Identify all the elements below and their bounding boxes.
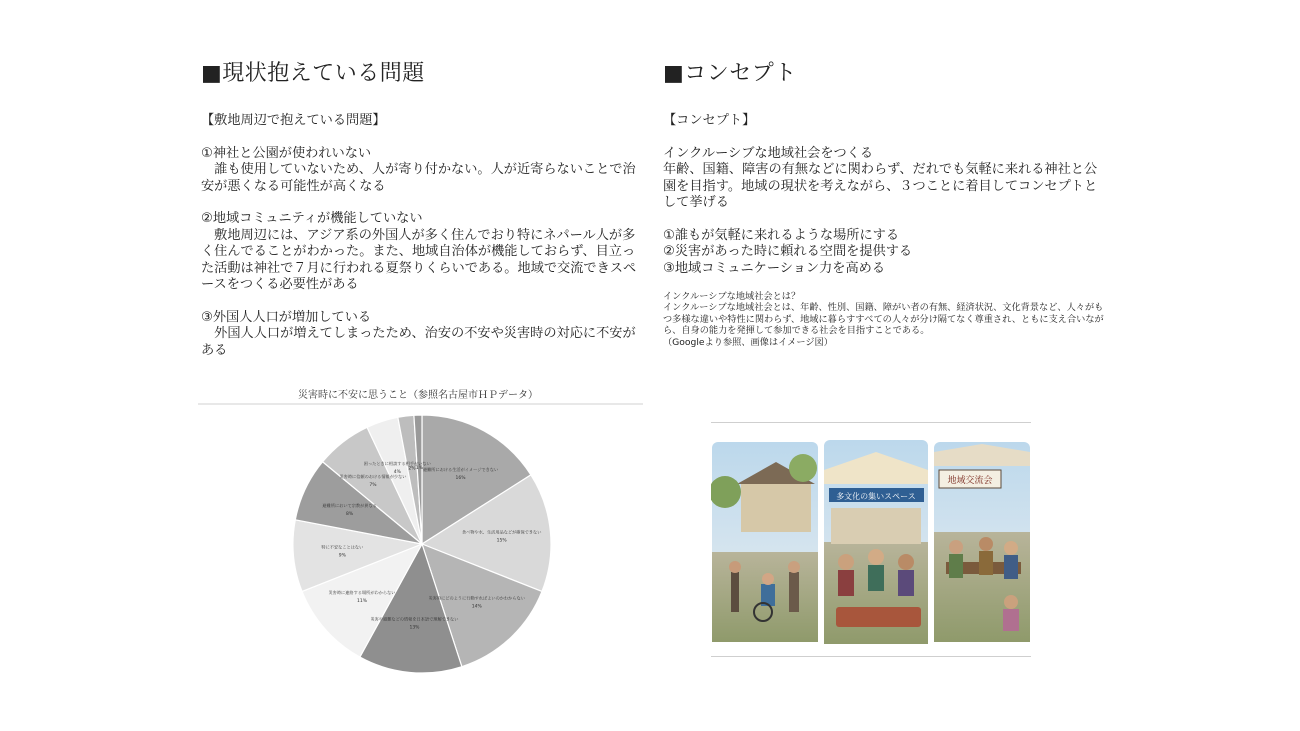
illustration-sign-2: 地域交流会 [947,476,993,486]
illustration-panel-3 [934,442,1030,642]
illustration-sign-1: 多文化の集いスペース [836,492,916,501]
concept-subheading: 【コンセプト】 [663,113,756,128]
definition-note [663,291,1105,348]
note-body: インクルーシブな地域社会とは、年齢、性別、国籍、障がい者の有無、経済状況、文化背景など、人々がもつ多様な違いや特性に関わらず、地域に暮らすすべての人々が分け隔てなく尊重され、ともに支え合いながら、自身の能力を発揮して参加できる社会を目指すことである。 [663,302,1104,337]
illustration-bottom-rule [711,656,1031,657]
pie-slice-label: 避難所における生活がイメージできない [422,466,499,472]
illustration-image [711,422,1031,656]
pie-slice-value: 14% [471,604,482,610]
point3: ③地域コミュニケーション力を高める [663,260,886,276]
pie-slice-value: 7% [369,482,377,488]
pie-slice-label: 特に不安なことはない [321,544,364,550]
chart-title: 災害時に不安に思うこと（参照名古屋市ＨＰデータ） [298,390,538,401]
issue3-body: 外国人人口が増えてしまったため、治安の不安や災害時の対応に不安がある [201,326,636,358]
pie-slice-value: 4% [393,469,401,475]
point1: ①誰もが気軽に来れるような場所にする [663,227,900,243]
pie-slice-value: 9% [338,553,346,559]
problems-section [201,113,641,359]
concept-section [663,113,1101,277]
pie-slice-value: 2% [408,466,416,472]
right-heading: ■コンセプト [663,61,797,86]
pie-slice-label: 災害時にどのように行動すればよいのかわからない [428,595,525,601]
pie-slice-value: 16% [455,475,466,481]
pie-slice-label: 食べ物や水、生活用品などが確保できない [461,529,542,535]
issue1-title: ①神社と公園が使われいない [201,145,372,161]
pie-slice-label: 災害時に信頼のおける情報が少ない [339,473,407,479]
left-heading: ■現状抱えている問題 [201,61,425,86]
problems-subheading: 【敷地周辺で抱えている問題】 [201,113,386,128]
pie-slice-value: 15% [496,538,507,544]
pie-slice-label: 避難所において宗教が異なる [322,502,377,508]
illustration-panel-2 [824,440,928,644]
illustration-panel-1 [711,442,818,642]
pie-slice-label: 困ったときに相談する相手がいない [363,460,431,466]
issue2-body: 敷地周辺には、アジア系の外国人が多く住んでおり特にネパール人が多く住んでることがわかった。また、地域自治体が機能しておらず、目立った活動は神社で７月に行われる夏祭りくらいである。地域で交流できスペースをつくる必要性がある [201,227,637,292]
point2: ②災害があった時に頼れる空間を提供する [663,244,913,259]
issue1-body: 誰も使用していないため、人が寄り付かない。人が近寄らないことで治安が悪くなる可能性が高くなる [201,162,636,194]
note-source: （Googleより参照、画像はイメージ図） [663,336,833,348]
issue2-title: ②地域コミュニティが機能していない [201,211,423,226]
issue3-title: ③外国人人口が増加している [201,309,372,325]
concept-line1: インクルーシブな地域社会をつくる [663,145,874,161]
pie-slice-value: 8% [346,511,354,517]
pie-slice-value: 13% [409,625,420,631]
note-title: インクルーシブな地域社会とは？ [663,291,801,302]
pie-slice-label: 災害時に連絡する場所がわからない [328,589,396,595]
pie-slice-value: 11% [356,598,368,604]
concept-line2: 年齢、国籍、障害の有無などに関わらず、だれでも気軽に来れる神社と公園を目指す。地域の現状を考えながら、３つことに着目してコンセプトとして挙げる [663,162,1098,210]
pie-slice-value: 1% [415,466,424,472]
pie-slice-label: 災害や避難などの情報を日本語で理解できない [370,616,459,622]
pie-chart [198,402,643,678]
